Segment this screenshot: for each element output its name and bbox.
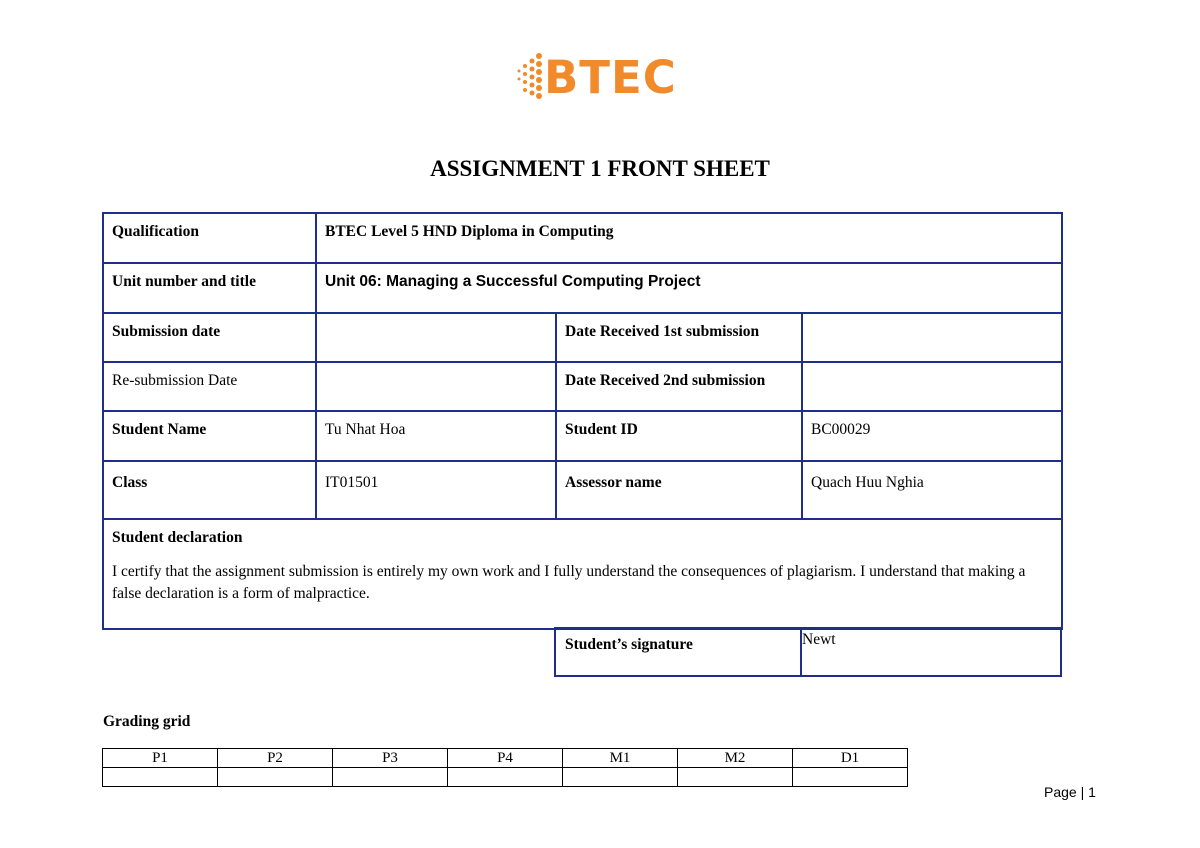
- qualification-row: [103, 213, 1062, 263]
- grading-grid-label: Grading grid: [103, 713, 191, 730]
- class-value: IT01501: [316, 461, 556, 519]
- grade-header-m1: M1: [563, 749, 678, 768]
- class-label: Class: [103, 461, 316, 519]
- student-id-label: Student ID: [556, 411, 802, 461]
- declaration-title: Student declaration: [112, 529, 243, 546]
- grading-header-row: [103, 749, 908, 768]
- declaration-text: I certify that the assignment submission is entirely my own work and I fully understand the consequences of plagiarism. I understand that making a false declaration is a form of malpractice.: [112, 563, 1026, 602]
- grade-value-p3: [333, 768, 448, 787]
- grade-header-d1: D1: [793, 749, 908, 768]
- grade-value-d1: [793, 768, 908, 787]
- date-received-1-value: [802, 313, 1062, 362]
- grade-header-p2: P2: [218, 749, 333, 768]
- signature-row: [555, 628, 1061, 676]
- page-number: Page | 1: [1044, 784, 1096, 800]
- student-name-value: Tu Nhat Hoa: [316, 411, 556, 461]
- grade-header-p3: P3: [333, 749, 448, 768]
- qualification-label: Qualification: [103, 213, 316, 263]
- grade-value-p2: [218, 768, 333, 787]
- date-received-2-label: Date Received 2nd submission: [556, 362, 802, 411]
- student-name-label: Student Name: [103, 411, 316, 461]
- unit-row: [103, 263, 1062, 313]
- resubmission-date-value: [316, 362, 556, 411]
- resubmission-date-label: Re-submission Date: [103, 362, 316, 411]
- page-title: ASSIGNMENT 1 FRONT SHEET: [430, 156, 770, 181]
- submission-date-row: [103, 313, 1062, 362]
- btec-logo: [514, 50, 690, 106]
- logo-dots-icon: [514, 50, 544, 106]
- grade-header-m2: M2: [678, 749, 793, 768]
- signature-table: [554, 627, 1062, 677]
- class-row: [103, 461, 1062, 519]
- front-sheet-table: [102, 212, 1063, 630]
- assessor-value: Quach Huu Nghia: [802, 461, 1062, 519]
- signature-value: Newt: [801, 628, 1061, 676]
- qualification-value: BTEC Level 5 HND Diploma in Computing: [316, 213, 1062, 263]
- grade-value-p4: [448, 768, 563, 787]
- unit-value: Unit 06: Managing a Successful Computing Project: [316, 263, 1062, 313]
- student-id-value: BC00029: [802, 411, 1062, 461]
- resubmission-row: [103, 362, 1062, 411]
- grade-header-p4: P4: [448, 749, 563, 768]
- submission-date-value: [316, 313, 556, 362]
- grade-value-m1: [563, 768, 678, 787]
- grading-grid-table: [102, 748, 908, 787]
- date-received-1-label: Date Received 1st submission: [556, 313, 802, 362]
- grade-header-p1: P1: [103, 749, 218, 768]
- unit-label: Unit number and title: [103, 263, 316, 313]
- declaration-cell: [103, 519, 1062, 629]
- submission-date-label: Submission date: [103, 313, 316, 362]
- grading-value-row: [103, 768, 908, 787]
- student-row: [103, 411, 1062, 461]
- date-received-2-value: [802, 362, 1062, 411]
- logo-text: BTEC: [544, 51, 677, 104]
- grade-value-m2: [678, 768, 793, 787]
- grade-value-p1: [103, 768, 218, 787]
- assessor-label: Assessor name: [556, 461, 802, 519]
- signature-label: Student’s signature: [555, 628, 801, 676]
- declaration-row: [103, 519, 1062, 629]
